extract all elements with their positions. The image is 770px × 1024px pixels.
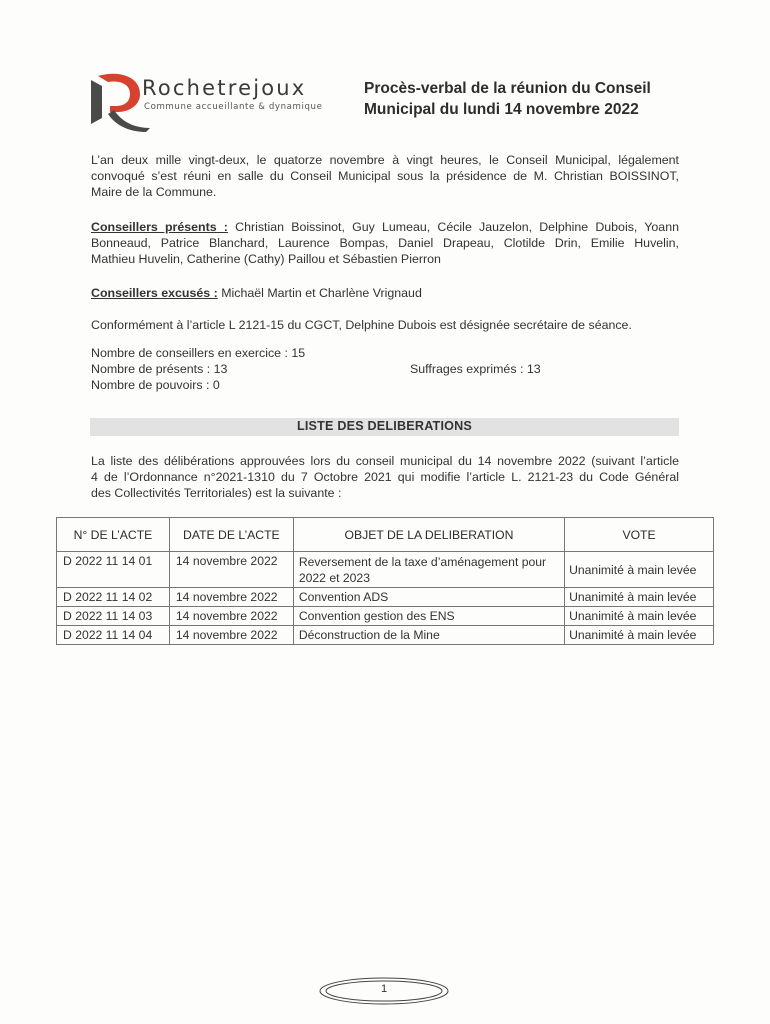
table-header-row bbox=[57, 518, 714, 552]
presents-label: Conseillers présents : bbox=[91, 220, 228, 234]
header-date: DATE DE L’ACTE bbox=[169, 518, 293, 552]
intro-line-2: convoqué s’est réuni en salle du Conseil Municipal sous la présidence de M. Christian BOISSINOT, bbox=[91, 169, 679, 183]
excuses-text: Michaël Martin et Charlène Vrignaud bbox=[221, 286, 422, 300]
table-row bbox=[57, 588, 714, 607]
cell-date: 14 novembre 2022 bbox=[169, 552, 293, 588]
title-line-2: Municipal du lundi 14 novembre 2022 bbox=[364, 101, 639, 118]
table-row bbox=[57, 552, 714, 588]
cell-objet: Reversement de la taxe d’aménagement pour 2022 et 2023 bbox=[293, 552, 564, 588]
page-title bbox=[364, 78, 694, 120]
cell-vote: Unanimité à main levée bbox=[565, 626, 714, 645]
presents-paragraph bbox=[91, 219, 679, 267]
table-row bbox=[57, 626, 714, 645]
logo-tagline: Commune accueillante & dynamique bbox=[144, 102, 323, 112]
liste-intro-line-3: des Collectivités Territoriales) est la suivante : bbox=[91, 486, 342, 500]
section-band bbox=[90, 418, 679, 436]
excuses-paragraph bbox=[91, 285, 679, 301]
logo bbox=[88, 70, 338, 132]
cell-objet: Convention gestion des ENS bbox=[293, 607, 564, 626]
presents-line-2: Bonneaud, Patrice Blanchard, Laurence Bompas, Daniel Drapeau, Clotilde Drin, Emilie Huvelin, bbox=[91, 236, 679, 250]
title-line-1: Procès-verbal de la réunion du Conseil bbox=[364, 80, 651, 97]
stat-suffrages: Suffrages exprimés : 13 bbox=[410, 362, 541, 376]
logo-name: Rochetrejoux bbox=[142, 76, 307, 100]
liste-intro-line-2: 4 de l’Ordonnance n°2021-1310 du 7 Octobre 2021 qui modifie l’article L. 2121-23 du Code Général bbox=[91, 470, 679, 484]
secretaire-text: Conformément à l’article L 2121-15 du CGCT, Delphine Dubois est désignée secrétaire de séance. bbox=[91, 318, 632, 332]
presents-line-3: Mathieu Huvelin, Catherine (Cathy) Paillou et Sébastien Pierron bbox=[91, 252, 441, 266]
cell-vote: Unanimité à main levée bbox=[565, 552, 714, 588]
liste-intro-paragraph bbox=[91, 453, 679, 501]
page-number bbox=[318, 976, 450, 1006]
stat-pouvoirs: Nombre de pouvoirs : 0 bbox=[91, 378, 220, 392]
cell-date: 14 novembre 2022 bbox=[169, 607, 293, 626]
intro-line-1: L’an deux mille vingt-deux, le quatorze novembre à vingt heures, le Conseil Municipal, légalement bbox=[91, 153, 679, 167]
header-num: N° DE L’ACTE bbox=[57, 518, 170, 552]
cell-vote: Unanimité à main levée bbox=[565, 588, 714, 607]
header-vote: VOTE bbox=[565, 518, 714, 552]
stat-presents: Nombre de présents : 13 bbox=[91, 362, 228, 376]
cell-num: D 2022 11 14 02 bbox=[57, 588, 170, 607]
intro-paragraph bbox=[91, 152, 679, 200]
cell-date: 14 novembre 2022 bbox=[169, 626, 293, 645]
cell-date: 14 novembre 2022 bbox=[169, 588, 293, 607]
cell-objet: Déconstruction de la Mine bbox=[293, 626, 564, 645]
intro-line-3: Maire de la Commune. bbox=[91, 185, 217, 199]
liste-intro-line-1: La liste des délibérations approuvées lors du conseil municipal du 14 novembre 2022 (suivant l’article bbox=[91, 454, 679, 468]
cell-num: D 2022 11 14 04 bbox=[57, 626, 170, 645]
cell-vote: Unanimité à main levée bbox=[565, 607, 714, 626]
cell-num: D 2022 11 14 01 bbox=[57, 552, 170, 588]
section-title: LISTE DES DELIBERATIONS bbox=[296, 419, 473, 433]
cell-num: D 2022 11 14 03 bbox=[57, 607, 170, 626]
page-number-text: 1 bbox=[380, 983, 388, 995]
header-objet: OBJET DE LA DELIBERATION bbox=[293, 518, 564, 552]
stat-exercice: Nombre de conseillers en exercice : 15 bbox=[91, 346, 306, 360]
cell-objet: Convention ADS bbox=[293, 588, 564, 607]
excuses-label: Conseillers excusés : bbox=[91, 286, 218, 300]
table-row bbox=[57, 607, 714, 626]
secretaire-paragraph bbox=[91, 317, 679, 333]
presents-line-1: Christian Boissinot, Guy Lumeau, Cécile Jauzelon, Delphine Dubois, Yoann bbox=[235, 220, 679, 234]
deliberations-table bbox=[56, 517, 714, 645]
